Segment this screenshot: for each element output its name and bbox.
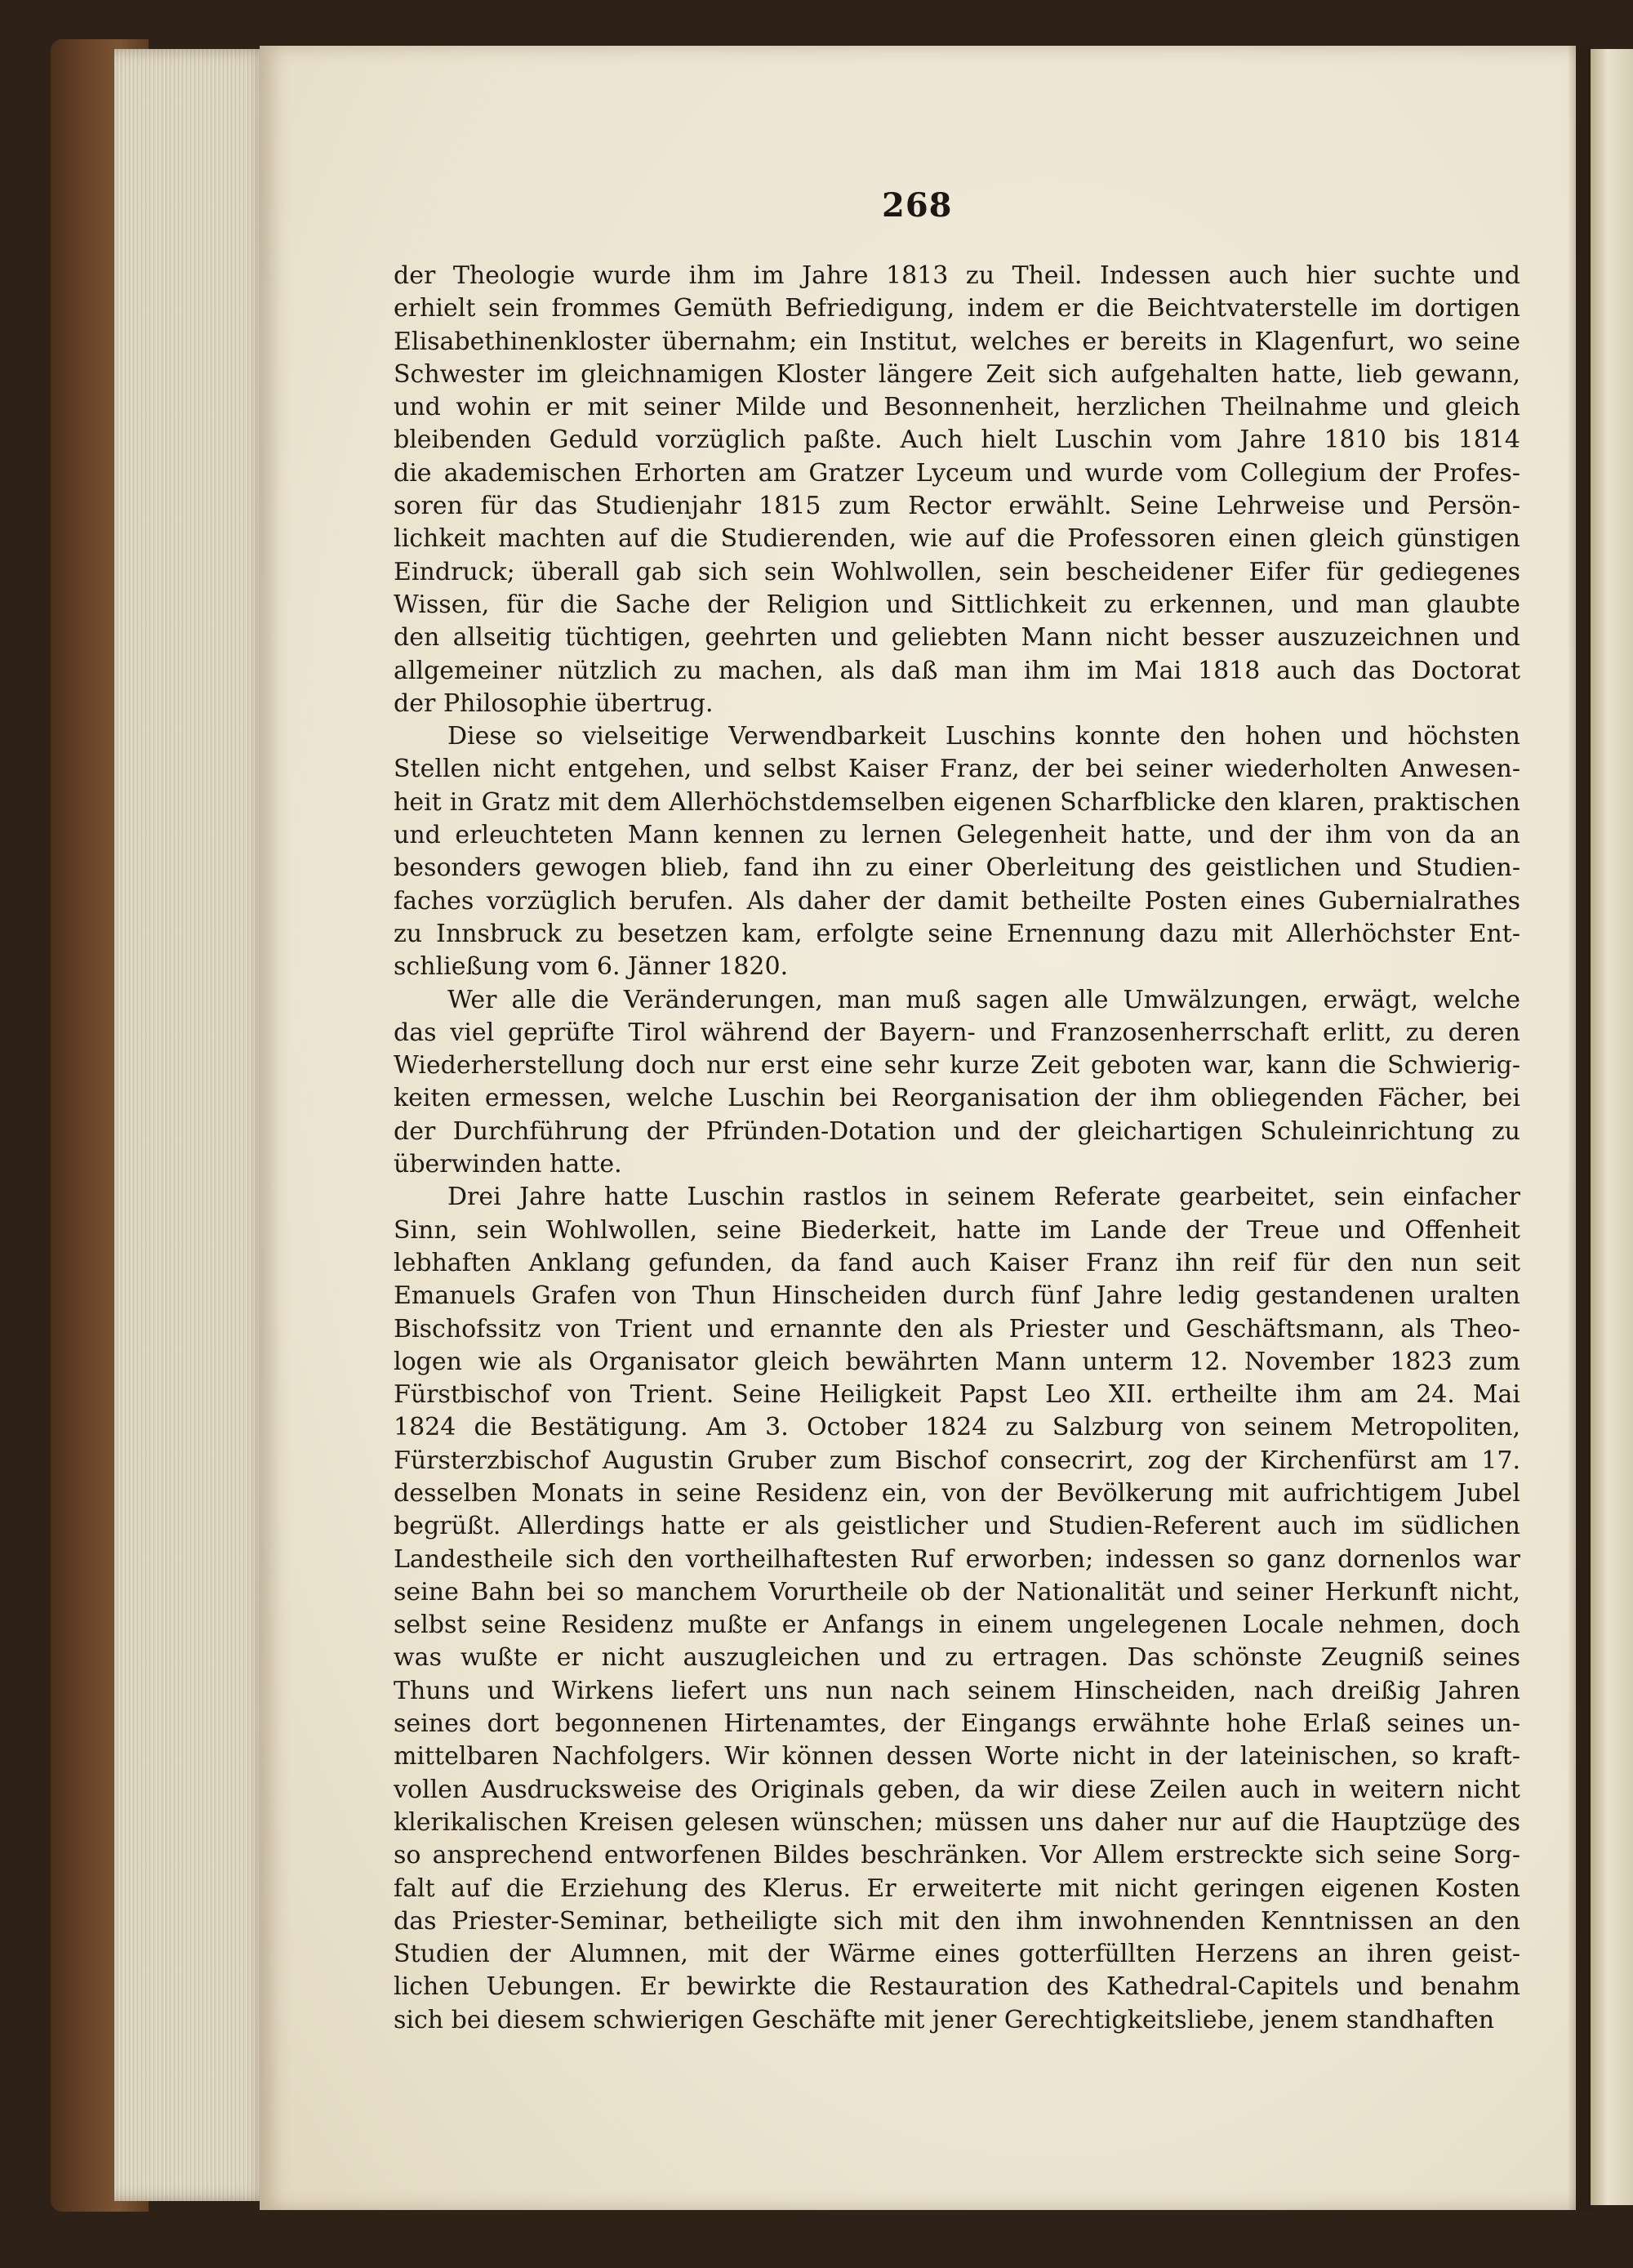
paragraph <box>394 260 1520 720</box>
text-line: Studien der Alumnen, mit der Wärme eines gotterfüllten Herzens an ihren geist- <box>394 1940 1520 1969</box>
page-body-text <box>394 260 1520 2037</box>
text-line: klerikalischen Kreisen gelesen wünschen; müssen uns daher nur auf die Hauptzüge des <box>394 1807 1520 1837</box>
text-line: der Theologie wurde ihm im Jahre 1813 zu Theil. Indessen auch hier suchte und <box>394 261 1520 290</box>
text-line: und wohin er mit seiner Milde und Besonnenheit, herzlichen Theilnahme und gleich <box>394 393 1520 422</box>
text-line: Eindruck; überall gab sich sein Wohlwollen, sein bescheidener Eifer für gediegenes <box>394 557 1520 586</box>
text-line: lichen Uebungen. Er bewirkte die Restauration des Kathedral-Capitels und benahm <box>394 1972 1520 2002</box>
text-line: was wußte er nicht auszugleichen und zu ertragen. Das schönste Zeugniß seines <box>394 1643 1520 1673</box>
text-line: Sinn, sein Wohlwollen, seine Biederkeit, hatte im Lande der Treue und Offenheit <box>394 1215 1520 1245</box>
paragraph <box>394 984 1520 1182</box>
text-line: lichkeit machten auf die Studierenden, wie auf die Professoren einen gleich günstigen <box>394 524 1520 554</box>
text-line: den allseitig tüchtigen, geehrten und geliebten Mann nicht besser auszuzeichnen und <box>394 623 1520 653</box>
text-line: seine Bahn bei so manchem Vorurtheile ob der Nationalität und seiner Herkunft nicht, <box>394 1577 1520 1606</box>
text-line: und erleuchteten Mann kennen zu lernen Gelegenheit hatte, und der ihm von da an <box>394 821 1520 850</box>
text-line: bleibenden Geduld vorzüglich paßte. Auch hielt Luschin vom Jahre 1810 bis 1814 <box>394 426 1520 455</box>
text-line: überwinden hatte. <box>394 1150 622 1179</box>
text-line: sich bei diesem schwierigen Geschäfte mit jener Gerechtigkeitsliebe, jenem standhaften <box>394 2005 1495 2034</box>
text-line: zu Innsbruck zu besetzen kam, erfolgte seine Ernennung dazu mit Allerhöchster Ent- <box>394 919 1520 948</box>
text-line: Wissen, für die Sache der Religion und Sittlichkeit zu erkennen, und man glaubte <box>394 590 1520 619</box>
text-line: Fürsterzbischof Augustin Gruber zum Bischof consecrirt, zog der Kirchenfürst am 17. <box>394 1446 1520 1475</box>
text-line: allgemeiner nützlich zu machen, als daß man ihm im Mai 1818 auch das Doctorat <box>394 656 1520 685</box>
text-line: selbst seine Residenz mußte er Anfangs in einem ungelegenen Locale nehmen, doch <box>394 1611 1520 1640</box>
text-line: Drei Jahre hatte Luschin rastlos in seinem Referate gearbeitet, sein einfacher <box>447 1183 1520 1212</box>
page-number: 268 <box>882 186 953 225</box>
text-line: die akademischen Erhorten am Gratzer Lyceum und wurde vom Collegium der Profes- <box>394 458 1520 488</box>
text-line: das Priester-Seminar, betheiligte sich mit den ihm inwohnenden Kenntnissen an den <box>394 1906 1520 1936</box>
text-line: erhielt sein frommes Gemüth Befriedigung, indem er die Beichtvaterstelle im dortigen <box>394 294 1520 323</box>
text-line: heit in Gratz mit dem Allerhöchstdemselben eigenen Scharfblicke den klaren, praktischen <box>394 787 1520 817</box>
text-line: mittelbaren Nachfolgers. Wir können dessen Worte nicht in der lateinischen, so kraft- <box>394 1742 1520 1771</box>
text-line: keiten ermessen, welche Luschin bei Reorganisation der ihm obliegenden Fächer, bei <box>394 1084 1520 1113</box>
text-line: Wiederherstellung doch nur erst eine sehr kurze Zeit geboten war, kann die Schwierig- <box>394 1051 1520 1081</box>
text-line: desselben Monats in seine Residenz ein, von der Bevölkerung mit aufrichtigem Jubel <box>394 1478 1520 1508</box>
text-line: begrüßt. Allerdings hatte er als geistlicher und Studien-Referent auch im südlichen <box>394 1512 1520 1541</box>
text-line: seines dort begonnenen Hirtenamtes, der Eingangs erwähnte hohe Erlaß seines un- <box>394 1709 1520 1739</box>
text-line: besonders gewogen blieb, fand ihn zu einer Oberleitung des geistlichen und Studien- <box>394 853 1520 883</box>
text-line: faches vorzüglich berufen. Als daher der damit betheilte Posten eines Gubernialrathes <box>394 886 1520 916</box>
text-line: 1824 die Bestätigung. Am 3. October 1824 zu Salzburg von seinem Metropoliten, <box>394 1413 1520 1442</box>
text-line: Schwester im gleichnamigen Kloster längere Zeit sich aufgehalten hatte, lieb gewann, <box>394 359 1520 389</box>
text-line: schließung vom 6. Jänner 1820. <box>394 952 789 982</box>
text-line: Elisabethinenkloster übernahm; ein Institut, welches er bereits in Klagenfurt, wo seine <box>394 327 1520 356</box>
text-line: logen wie als Organisator gleich bewährten Mann unterm 12. November 1823 zum <box>394 1347 1520 1376</box>
text-line: Emanuels Grafen von Thun Hinscheiden durch fünf Jahre ledig gestandenen uralten <box>394 1281 1520 1311</box>
gutter-shadow <box>1568 46 1592 2210</box>
text-line: soren für das Studienjahr 1815 zum Rector erwählt. Seine Lehrweise und Persön- <box>394 492 1520 521</box>
paragraph <box>394 1181 1520 2037</box>
text-line: der Durchführung der Pfründen-Dotation und der gleichartigen Schuleinrichtung zu <box>394 1116 1520 1146</box>
paragraph <box>394 720 1520 983</box>
text-line: Thuns und Wirkens liefert uns nun nach seinem Hinscheiden, nach dreißig Jahren <box>394 1676 1520 1705</box>
text-line: Stellen nicht entgehen, und selbst Kaiser Franz, der bei seiner wiederholten Anwesen- <box>394 755 1520 784</box>
text-line: der Philosophie übertrug. <box>394 688 714 718</box>
text-line: das viel geprüfte Tirol während der Bayern- und Franzosenherrschaft erlitt, zu deren <box>394 1018 1520 1047</box>
text-line: vollen Ausdrucksweise des Originals geben, da wir diese Zeilen auch in weitern nicht <box>394 1775 1520 1804</box>
text-line: Diese so vielseitige Verwendbarkeit Luschins konnte den hohen und höchsten <box>447 722 1520 751</box>
text-line: Wer alle die Veränderungen, man muß sagen alle Umwälzungen, erwägt, welche <box>447 985 1520 1014</box>
text-line: Landestheile sich den vortheilhaftesten Ruf erworben; indessen so ganz dornenlos war <box>394 1544 1520 1574</box>
page-edges <box>114 49 269 2201</box>
text-line: lebhaften Anklang gefunden, da fand auch Kaiser Franz ihn reif für den nun seit <box>394 1248 1520 1277</box>
text-line: so ansprechend entworfenen Bildes beschränken. Vor Allem erstreckte sich seine Sorg- <box>394 1841 1520 1870</box>
facing-page-edge <box>1591 49 1633 2205</box>
text-line: falt auf die Erziehung des Klerus. Er erweiterte mit nicht geringen eigenen Kosten <box>394 1874 1520 1903</box>
text-line: Fürstbischof von Trient. Seine Heiligkeit Papst Leo XII. ertheilte ihm am 24. Mai <box>394 1380 1520 1410</box>
text-line: Bischofssitz von Trient und ernannte den als Priester und Geschäftsmann, als Theo- <box>394 1314 1520 1343</box>
